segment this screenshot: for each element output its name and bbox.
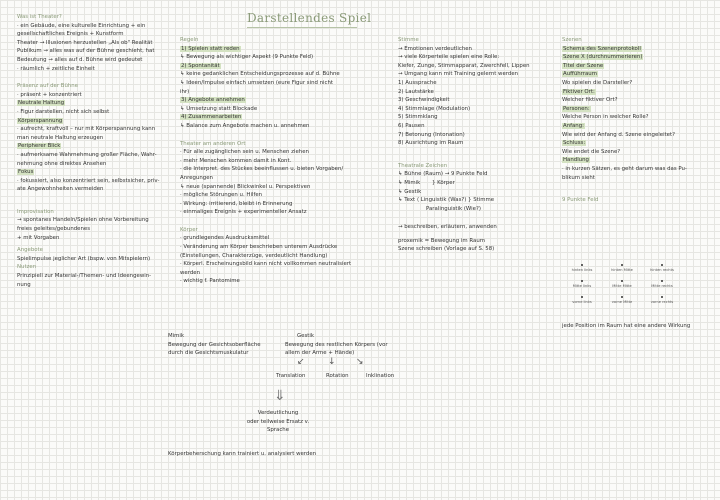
section-heading: Angebote (17, 247, 43, 254)
note-line: → beschreiben, erläutern, anwenden (398, 224, 497, 231)
note-line: nung (17, 281, 31, 288)
section-heading: Theatrale Zeichen (398, 162, 448, 169)
gestik-line: allem der Arme + Hände) (285, 350, 355, 357)
note-line: → viele Körperteile spielen eine Rolle: (398, 54, 500, 61)
note-line: · Für alle zugänglichen sein u. Menschen ziehen (180, 149, 309, 156)
note-line: Publikum → alles was auf der Bühne geschieht, hat (17, 48, 155, 55)
note-line: gesellschaftliches Ereignis + Kunstform (17, 31, 124, 38)
note-line: 6) Pausen (398, 122, 425, 129)
gestik-line: Bewegung des restlichen Körpers (vor (285, 341, 388, 348)
double-arrow-down-icon: ⇓ (274, 388, 286, 404)
mimik-line: Bewegung der Gesichtsoberfläche (168, 341, 261, 348)
section-heading: 9 Punkte Feld (562, 197, 599, 204)
mimik-heading: Mimik (168, 333, 185, 339)
note-line: Prinzipiell zur Material-/Themen- und Ideengewin- (17, 273, 152, 280)
note-line: ↳ neue (spannende) Blickwinkel u. Perspektiven (180, 183, 311, 190)
rule-line: 4) Zusammenarbeiten (181, 114, 242, 121)
field-position: Mitte links (567, 280, 597, 288)
arrow-left-icon: ↙ (297, 357, 305, 367)
rule-line: ↳ Bewegung als wichtiger Aspekt (9 Punkte Feld) (180, 54, 314, 61)
rule-line: 1) Spielen statt reden (181, 45, 240, 52)
field-position: vorne links (567, 296, 597, 304)
note-line: Anregungen (180, 174, 213, 181)
column-voice (398, 36, 548, 254)
note-line: 4) Stimmlage (Modulation) (398, 105, 471, 112)
section-heading: Was ist Theater? (17, 14, 62, 20)
column-scenes (562, 36, 717, 205)
note-line: · Veränderung am Körper beschrieben unterem Ausdrücke (180, 244, 338, 251)
note-line: · grundlegendes Ausdrucksmittel (180, 235, 270, 242)
note-line: 8) Ausrichtung im Raum (398, 140, 464, 147)
note-line: nehmung ohne direktes Ansehen (17, 160, 107, 167)
rule-line: 3) Angebote annehmen (181, 97, 245, 104)
field-position: Mitte rechts (647, 280, 677, 288)
note-line: ↳ Bühne (Raum) → 9 Punkte Feld (398, 171, 488, 178)
nine-point-field-note (562, 322, 690, 331)
note-line: · präsent + konzentriert (17, 91, 82, 98)
note-line: Paralinguistik (Wie?) (426, 205, 481, 212)
rule-line: ↳ Umsetzung statt Blockade (180, 105, 258, 112)
note-line: · die Interpret. des Stückes beeinflussen u. bieten Vorgaben/ (180, 166, 344, 173)
protocol-line: Titel der Szene (563, 62, 604, 69)
note-line: · ein Gebäude, eine kulturelle Einrichtung + ein (17, 22, 146, 29)
page-title: Darstellendes Spiel (247, 11, 372, 25)
section-heading: Theater am anderen Ort (180, 140, 246, 147)
protocol-line: Personen: (563, 105, 590, 112)
section-heading: Körperspannung (18, 117, 63, 124)
protocol-line: blikum sieht (562, 174, 595, 181)
note-line: · fokussiert, also konzentriert sein, selbstsicher, priv- (17, 177, 160, 184)
note-line: 7) Betonung (Intonation) (398, 131, 465, 138)
feld-note: jede Position im Raum hat eine andere Wirkung (562, 323, 691, 329)
field-position: vorne rechts (647, 296, 677, 304)
gestik-heading: Gestik (297, 333, 315, 339)
verdeutlichung-block (228, 409, 328, 435)
koerper-label: } Körper (430, 179, 455, 186)
note-line: · Körperl. Erscheinungsbild kann nicht vollkommen neutralisiert (180, 261, 352, 268)
field-position: hinten links (567, 264, 597, 272)
rule-line: ihr) (180, 88, 190, 95)
note-line: · wichtig f. Pantomime (180, 278, 240, 285)
note-line: 1) Aussprache (398, 79, 437, 86)
protocol-line: Wo spielen die Darsteller? (562, 79, 633, 86)
note-line: (Einstellungen, Charakterzüge, verdeutlicht Handlung) (180, 252, 328, 259)
gestik-block (285, 332, 388, 358)
note-line: ↳ Mimik } Körper (398, 179, 455, 186)
note-line: · mehr Menschen kommen damit in Kont. (180, 157, 292, 164)
section-heading: Körper (180, 226, 198, 233)
note-line: · einmaliges Ereignis + experimenteller Ansatz (180, 209, 307, 216)
protocol-line: Schema des Szenenprotokoll (563, 45, 641, 52)
section-heading: Präsenz auf der Bühne (17, 83, 79, 90)
gestik-type: Inklination (366, 373, 395, 379)
rule-line: ↳ Balance zum Angebote machen u. annehmen (180, 122, 310, 129)
note-line: → Emotionen verdeutlichen (398, 45, 472, 52)
linguistik-label: ⟨ Linguistik (Was?) (415, 197, 467, 204)
note-line: Bedeutung → alles auf d. Bühne wird gedeutet (17, 56, 143, 63)
column-rules (180, 36, 395, 286)
field-position: hinten rechts (647, 264, 677, 272)
protocol-line: Wie endet die Szene? (562, 148, 621, 155)
note-line: Spielimpulse jeglicher Art (bspw. von Mitspielern) (17, 255, 151, 262)
section-heading: Nutzen (17, 264, 37, 271)
training-note: Körperbeherschung kann trainiert u. analysiert werden (168, 451, 317, 457)
protocol-line: Schluss: (563, 140, 586, 147)
section-heading: Improvisation (17, 208, 54, 215)
section-heading: Fokus (18, 169, 34, 176)
rule-line: 2) Spontanität (181, 62, 220, 69)
protocol-line: Szene X (durchnummerieren) (563, 54, 643, 61)
note-line: + mit Vorgaben (17, 234, 60, 241)
arrow-down-icon: ↓ (328, 357, 336, 367)
note-line: → Umgang kann mit Training gelernt werden (398, 71, 519, 78)
rule-line: ↳ Ideen/Impulse einfach umsetzen (eure Figur sind nicht (180, 79, 334, 86)
protocol-line: · in kurzen Sätzen, es geht darum was das Pu- (562, 165, 687, 172)
note-line: proxemik = Bewegung im Raum (398, 237, 485, 244)
section-heading: Neutrale Haltung (18, 100, 65, 107)
gestik-type: Rotation (326, 373, 349, 379)
field-position: hinten Mitte (607, 264, 637, 272)
protocol-line: Welche Person in welcher Rolle? (562, 114, 649, 121)
rule-line: ↳ keine gedanklichen Entscheidungsprozesse auf d. Bühne (180, 71, 340, 78)
protocol-line: Handlung (563, 157, 589, 164)
field-position: Mitte Mitte (607, 280, 637, 288)
field-position: vorne Mitte (607, 296, 637, 304)
section-heading: Regeln (180, 37, 199, 43)
stimme-label: } Stimme (466, 197, 495, 204)
note-line: werden (180, 269, 201, 276)
note-line: Theater → Illusionen herzustellen „Als ob" Realität (17, 39, 153, 46)
note-line: ↳ Gestik (398, 188, 422, 195)
title-underline (247, 27, 357, 28)
note-line: · aufmerksame Wahrnehmung großer Fläche, Wahr- (17, 151, 157, 158)
section-heading: Szenen (562, 37, 582, 43)
note-line: 2) Lautstärke (398, 88, 434, 95)
verdeutlichung-line: Verdeutlichung (257, 410, 299, 416)
protocol-line: Anfang: (563, 122, 584, 129)
verdeutlichung-line: oder teilweise Ersatz v. (246, 418, 310, 425)
protocol-line: Aufführraum (563, 71, 597, 78)
note-line: → spontanes Handeln/Spielen ohne Vorbereitung (17, 217, 149, 224)
protocol-line: Wie wird der Anfang d. Szene eingeleitet? (562, 131, 675, 138)
note-line: freies geleites/gebundenes (17, 226, 91, 233)
section-heading: Stimme (398, 37, 419, 43)
gestik-type: Translation (276, 373, 306, 379)
note-line: man neutrale Haltung erzeugen (17, 134, 104, 141)
note-line: · aufrecht, kraftvoll – nur mit Körperspannung kann (17, 126, 156, 133)
mimik-line: durch die Gesichtsmuskulatur (168, 350, 249, 357)
nine-point-field (562, 258, 687, 313)
note-line: 5) Stimmklang (398, 114, 438, 121)
note-line: · mögliche Störungen u. Hilfen (180, 192, 263, 199)
arrow-right-icon: ↘ (356, 357, 364, 367)
note-line: · Wirkung: irritierend, bleibt in Erinnerung (180, 200, 293, 207)
verdeutlichung-line: Sprache (266, 427, 290, 434)
protocol-line: Welcher fiktiver Ort? (562, 97, 618, 104)
note-line: · Figur darstellen, nicht sich selbst (17, 108, 110, 115)
note-line: Kiefer, Zunge, Stimmapparat, Zwerchfell, Lippen (398, 62, 530, 69)
section-heading: Peripherer Blick (18, 143, 61, 150)
protocol-line: Fiktiver Ort: (563, 88, 595, 95)
note-line: Szene schreiben (Vorlage auf S. 58) (398, 246, 495, 253)
column-basics (17, 13, 177, 289)
note-line: ate Angewohnheiten vermeiden (17, 186, 104, 193)
mimik-block (168, 332, 261, 358)
note-line: · räumlich + zeitliche Einheit (17, 65, 95, 72)
note-line: 3) Geschwindigkeit (398, 97, 450, 104)
note-line: ↳ Text ⟨ Linguistik (Was?) } Stimme (398, 197, 495, 204)
